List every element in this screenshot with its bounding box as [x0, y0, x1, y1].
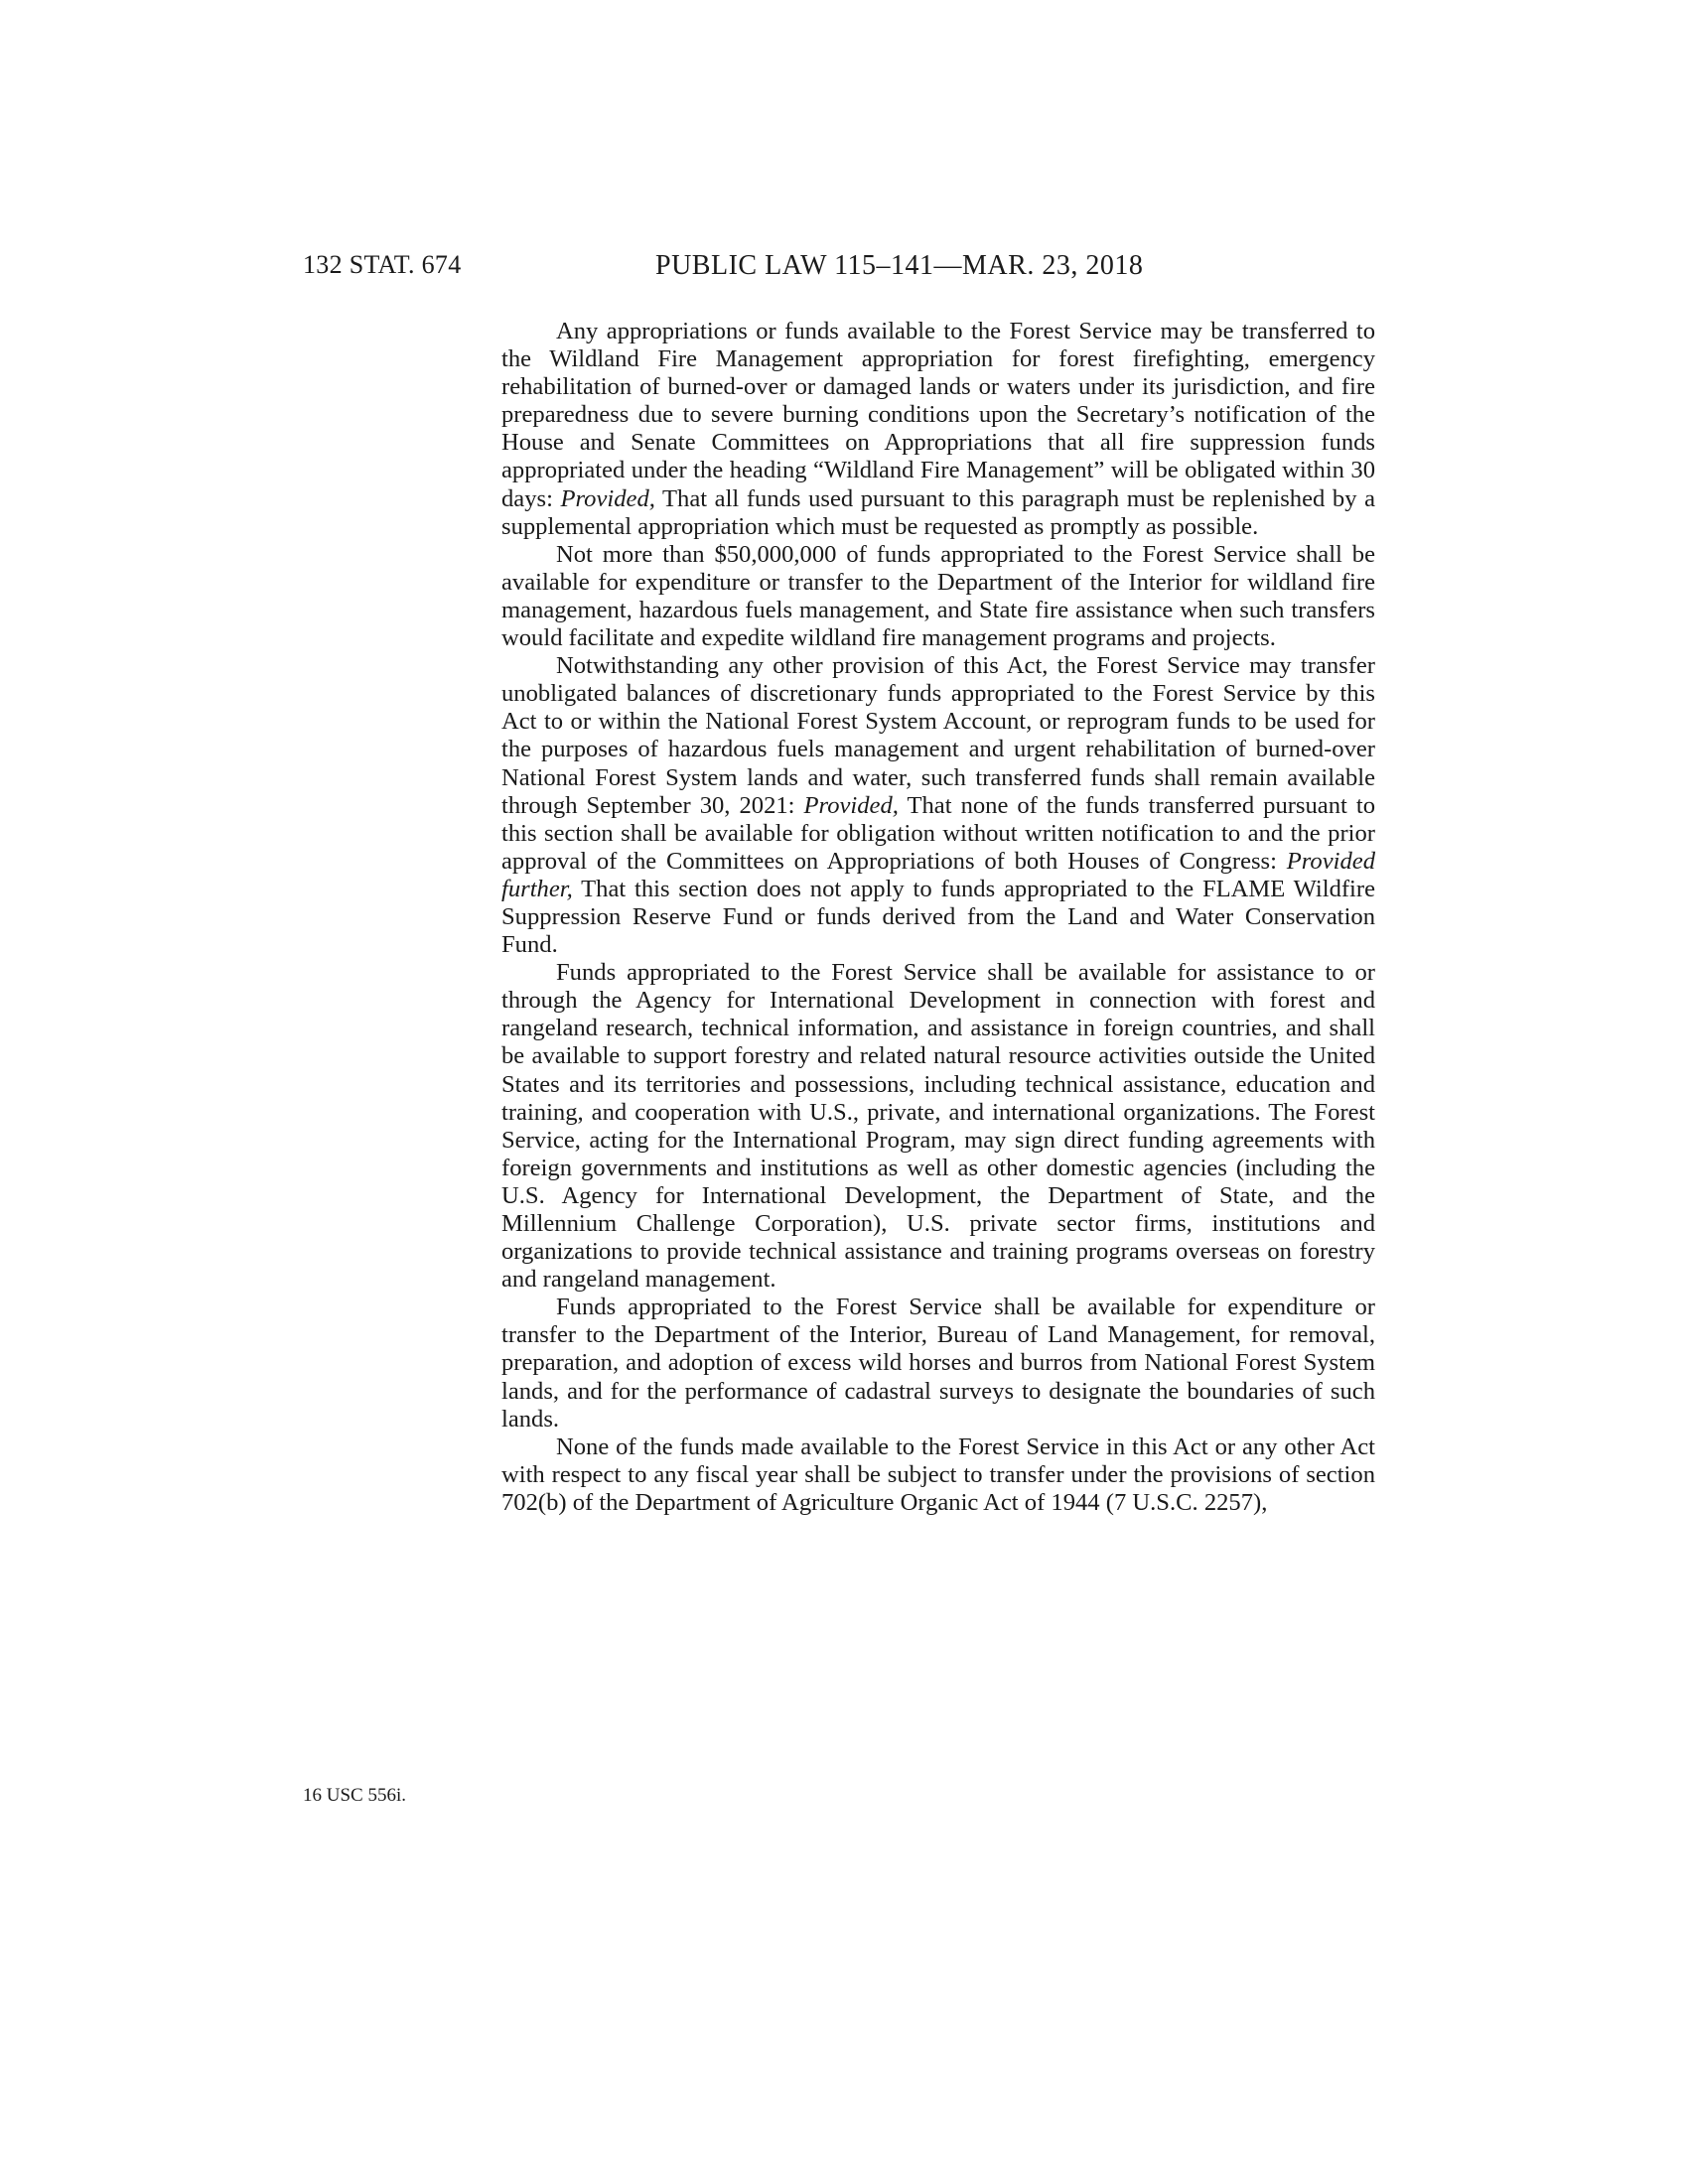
paragraph-wild-horses: Funds appropriated to the Forest Service shall be available for expenditure or transfer to the Department of the Interior, Bureau of Land Management, for removal, preparation, and adoption of excess wild horses and burros from National Forest System lands, and for the performance of cadastral surveys to designate the boundaries of such lands. — [501, 1294, 1375, 1433]
paragraph-unobligated-balances: Notwithstanding any other provision of this Act, the Forest Service may transfer unobligated balances of discretionary funds appropriated to the Forest Service by this Act to or within the National Forest System Account, or reprogram funds to be used for the purposes of hazardous fuels management and urgent rehabilitation of burned-over National Forest System lands and water, such transferred funds shall remain available through September 30, 2021: Provided, That none of the funds transferred pursuant to this section shall be available for obligation without written notification to and the prior approval of the Committees on Appropriations of both Houses of Congress: Provided further, That this section does not apply to funds appropriated to the FLAME Wildfire Suppression Reserve Fund or funds derived from the Land and Water Conservation Fund. — [501, 652, 1375, 959]
margin-citation: 16 USC 556i. — [303, 1785, 406, 1806]
law-title: PUBLIC LAW 115–141—MAR. 23, 2018 — [655, 250, 1144, 281]
page-header — [303, 250, 1375, 290]
paragraph-interior-transfer: Not more than $50,000,000 of funds appropriated to the Forest Service shall be available for expenditure or transfer to the Department of the Interior for wildland fire management, hazardous fuels management, and State fire assistance when such transfers would facilitate and expedite wildland fire management programs and projects. — [501, 540, 1375, 652]
paragraph-section-702b: None of the funds made available to the Forest Service in this Act or any other Act with respect to any fiscal year shall be subject to transfer under the provisions of section 702(b) of the Department of Agriculture Organic Act of 1944 (7 U.S.C. 2257), — [501, 1433, 1375, 1516]
paragraph-international-assistance: Funds appropriated to the Forest Service shall be available for assistance to or through the Agency for International Development in connection with forest and rangeland research, technical information, and assistance in foreign countries, and shall be available to support forestry and related natural resource activities outside the United States and its territories and possessions, including technical assistance, education and training, and cooperation with U.S., private, and international organizations. The Forest Service, acting for the International Program, may sign direct funding agreements with foreign governments and institutions as well as other domestic agencies (including the U.S. Agency for International Development, the Department of State, and the Millennium Challenge Corporation), U.S. private sector firms, institutions and organizations to provide technical assistance and training programs overseas on forestry and rangeland management. — [501, 959, 1375, 1294]
statute-reference: 132 STAT. 674 — [303, 250, 462, 279]
paragraph-wildland-fire-transfer: Any appropriations or funds available to the Forest Service may be transferred to the Wildland Fire Management appropriation for forest firefighting, emergency rehabilitation of burned-over or damaged lands or waters under its jurisdiction, and fire preparedness due to severe burning conditions upon the Secretary’s notification of the House and Senate Committees on Appropriations that all fire suppression funds appropriated under the heading “Wildland Fire Management” will be obligated within 30 days: Provided, That all funds used pursuant to this paragraph must be replenished by a supplemental appropriation which must be requested as promptly as possible. — [501, 318, 1375, 540]
body-text — [501, 318, 1375, 1517]
